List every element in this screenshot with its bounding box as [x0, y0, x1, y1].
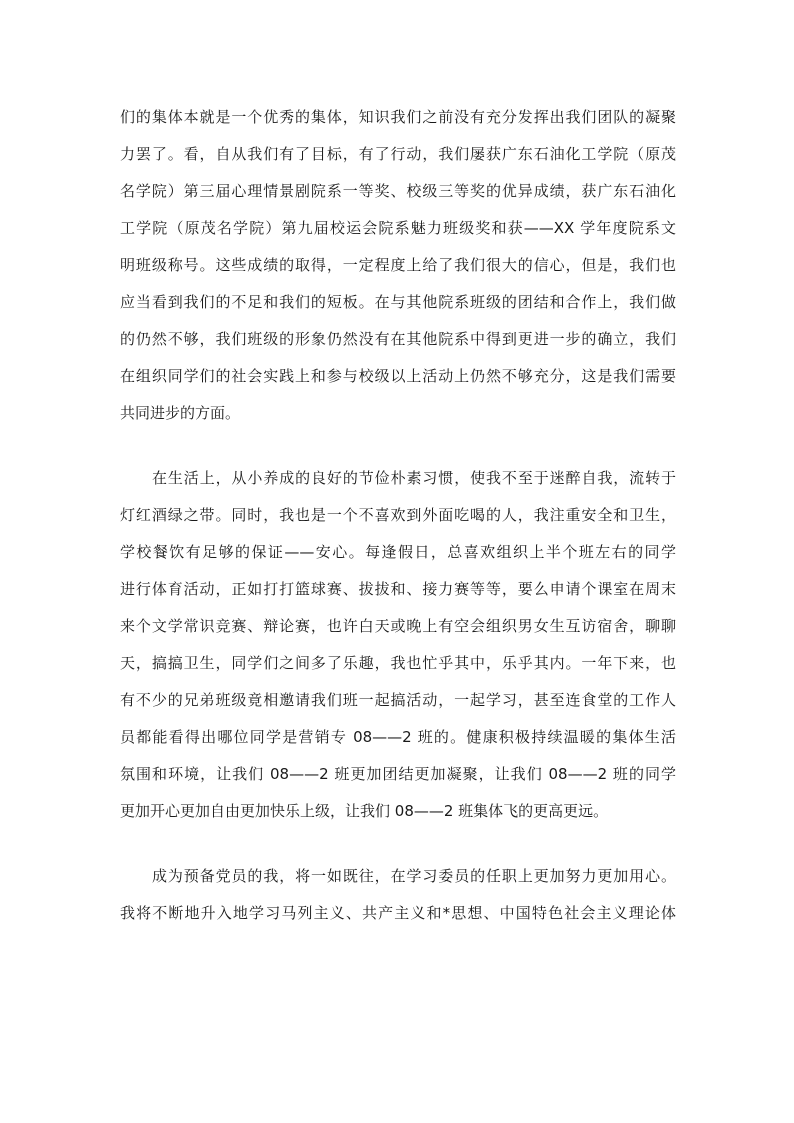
text-line: 工学院（原茂名学院）第九届校运会院系魅力班级奖和获——XX 学年度院系文 — [120, 219, 676, 237]
text-line: 有不少的兄弟班级竟相邀请我们班一起搞活动，一起学习，甚至连食堂的工作人 — [120, 691, 676, 709]
text-line: 成为预备党员的我，将一如既往，在学习委员的任职上更加努力更加用心。 — [152, 867, 676, 885]
paragraph-class-honors — [120, 99, 676, 432]
text-line: 天，搞搞卫生，同学们之间多了乐趣，我也忙乎其中，乐乎其内。一年下来，也 — [120, 654, 676, 672]
text-line: 力罢了。看，自从我们有了目标，有了行动，我们屡获广东石油化工学院（原茂 — [120, 145, 676, 163]
paragraph-gap — [120, 830, 676, 858]
text-line: 的仍然不够，我们班级的形象仍然没有在其他院系中得到更进一步的确立，我们 — [120, 330, 676, 348]
text-line: 共同进步的方面。 — [120, 404, 241, 422]
text-line: 名学院）第三届心理情景剧院系一等奖、校级三等奖的优异成绩，获广东石油化 — [120, 182, 676, 200]
text-line: 们的集体本就是一个优秀的集体，知识我们之前没有充分发挥出我们团队的凝聚 — [120, 108, 676, 126]
text-line: 学校餐饮有足够的保证——安心。每逢假日，总喜欢组织上半个班左右的同学 — [120, 543, 676, 561]
text-line: 更加开心更加自由更加快乐上级，让我们 08——2 班集体飞的更高更远。 — [120, 802, 609, 820]
text-line: 我将不断地升入地学习马列主义、共产主义和*思想、中国特色社会主义理论体 — [120, 904, 676, 922]
text-line: 在组织同学们的社会实践上和参与校级以上活动上仍然不够充分，这是我们需要 — [120, 367, 676, 385]
text-line: 来个文学常识竞赛、辩论赛，也许白天或晚上有空会组织男女生互访宿舍，聊聊 — [120, 617, 676, 635]
paragraph-party-member — [120, 858, 676, 932]
paragraph-gap — [120, 432, 676, 460]
text-line: 灯红酒绿之带。同时，我也是一个不喜欢到外面吃喝的人，我注重安全和卫生， — [120, 506, 676, 524]
paragraph-daily-life — [120, 460, 676, 830]
text-line: 氛围和环境，让我们 08——2 班更加团结更加凝聚，让我们 08——2 班的同学 — [120, 765, 676, 783]
text-line: 员都能看得出哪位同学是营销专 08——2 班的。健康积极持续温暖的集体生活 — [120, 728, 676, 746]
document-body — [120, 99, 676, 932]
text-line: 在生活上，从小养成的良好的节俭朴素习惯，使我不至于迷醉自我，流转于 — [152, 469, 676, 487]
text-line: 应当看到我们的不足和我们的短板。在与其他院系班级的团结和合作上，我们做 — [120, 293, 676, 311]
text-line: 进行体育活动，正如打打篮球赛、拔拔和、接力赛等等，要么申请个课室在周末 — [120, 580, 676, 598]
text-line: 明班级称号。这些成绩的取得，一定程度上给了我们很大的信心，但是，我们也 — [120, 256, 676, 274]
